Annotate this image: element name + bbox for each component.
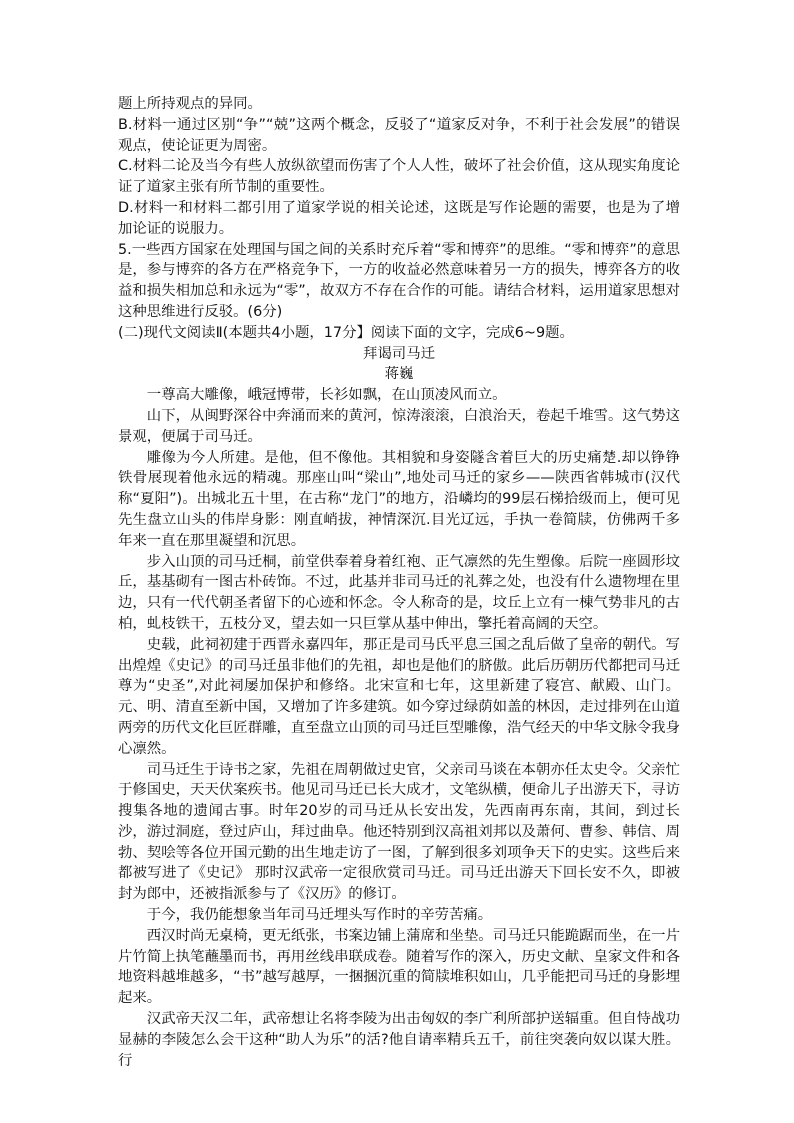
article-title: 拜谒司马迁	[363, 345, 435, 362]
paragraph: 步入山顶的司马迁桐，前堂供奉着身着红袍、正气凛然的先生塑像。后院一座圆形坟丘，基基砌有一图古朴砖饰。不过，此基并非司马迁的礼葬之处，也没有什么遗物埋在里边，只有一代代朝圣者留下的心迹和怀念。令人称奇的是，坟丘上立有一棟气势非凡的古柏，虬枝铁干，五枝分叉，望去如一只巨掌从基中伸出，擎托着高阔的天空。	[118, 553, 680, 632]
paragraph: 题上所持观点的异同。	[118, 96, 262, 112]
paragraph: 于今，我仍能想象当年司马迁埋头写作时的辛劳苦痛。	[146, 907, 493, 924]
paragraph: 西汉时尚无桌椅，更无纸张，书案边铺上蒲席和坐垫。司马迁只能跪踞而坐，在一片片竹简上执笔蘸墨而书，再用丝线串联成卷。随着写作的深入，历史文献、皇家文件和各地资料越堆越多，“书”越写越厚，一捆捆沉重的简牍堆积如山，几乎能把司马迁的身影埋起来。	[118, 927, 680, 1007]
paragraph: 史载，此祠初建于西晋永嘉四年，那正是司马氏平息三国之乱后做了皇帝的朝代。写出煌煌《史记》的司马迁虽非他们的先祖，却也是他们的脐傲。此后历朝历代都把司马迁尊为“史圣”,对此祠屡加保护和修络。北宋宣和七年，这里新建了寝宫、献殿、山门。元、明、清直至新中国，又增加了许多建筑。如今穿过绿荫如盖的林因，走过排列在山道两旁的历代文化巨匠群雕，直至盘立山顶的司马迁巨型雕像，浩气经天的中华文脉令我身心凛然。	[118, 636, 680, 757]
paragraph: 山下，从闽野深谷中奔涌而来的黄河，惊涛滚滚，白浪治天，卷起千堆雪。这气势这景观，便属于司马迁。	[118, 407, 680, 445]
paragraph: C.材料二论及当今有些人放纵欲望而伤害了个人人性，破坏了社会价值，这从现实角度论证了道家主张有所节制的重要性。	[118, 158, 680, 196]
paragraph: D.材料一和材料二都引用了道家学说的相关论述，这既是写作论题的需要，也是为了增加论证的说服力。	[118, 199, 680, 237]
paragraph: 雕像为今人所建。是他，但不像他。其相貌和身姿隧含着巨大的历史痛楚.却以铮铮铁骨展现着他永远的精魂。那座山叫“梁山”,地处司马迁的家乡——陕西省韩城市(汉代称“夏阳”)。出城北五十里，在古称“龙门”的地方，沿嶙均的99层石梯拾级而上，便可见先生盘立山头的伟岸身影：刚直峭拔，神情深沉.目光辽远，手执一卷简牍，仿佛两千多年来一直在那里凝望和沉思。	[118, 449, 680, 549]
paragraph: 司马迁生于诗书之家，先祖在周朝做过史官，父亲司马谈在本朝亦任太史令。父亲忙于修国史，天天伏案疾书。他见司马迁已长大成才，文笔纵横，便命儿子出游天下，寻访搜集各地的遗闻古事。时年20岁的司马迁从长安出发，先西南再东南，其间，到过长沙，游过洞庭，登过庐山，拜过曲阜。他还特别到汉高祖刘邦以及萧何、曹参、韩信、周勃、契哙等各位开国元勤的出生地走访了一图，了解到很多刘项争天下的史实。这些后来都被写进了《史记》 那时汉武帝一定很欣赏司马迁。司马迁出游天下回长安不久，即被封为郎中，还被指派参与了《汉历》的修订。	[118, 761, 680, 903]
paragraph: 一尊高大雕像，峨冠博带，长衫如飘，在山顶凌风而立。	[146, 387, 507, 404]
article-author: 蒋巍	[384, 366, 414, 383]
document-page	[118, 94, 680, 1071]
paragraph: B.材料一通过区别“争”“兢”这两个概念，反驳了“道家反对争，不利于社会发展”的错误观点，使论证更为周密。	[118, 116, 680, 154]
paragraph: (二)现代文阅读Ⅱ(本题共4小题，17分】阅读下面的文字，完成6~9题。	[118, 324, 574, 341]
paragraph: 5.一些西方国家在处理国与国之间的关系时充斥着“零和博弈”的思维。“零和博弈”的意思是，参与博弈的各方在严格竞争下，一方的收益必然意味着另一方的损失，博弈各方的收益和损失相加总和永远为“零”，故双方不存在合作的可能。请结合材料，运用道家思想对这种思维进行反驳。(6分)	[118, 241, 680, 320]
paragraph: 汉武帝天汉二年，武帝想让名将李陵为出击匈奴的李广利所部护送辐重。但自恃战功显赫的李陵怎么会干这种“助人为乐”的活?他自请率精兵五千，前往突袭向奴以谋大胜。行	[118, 1011, 680, 1069]
